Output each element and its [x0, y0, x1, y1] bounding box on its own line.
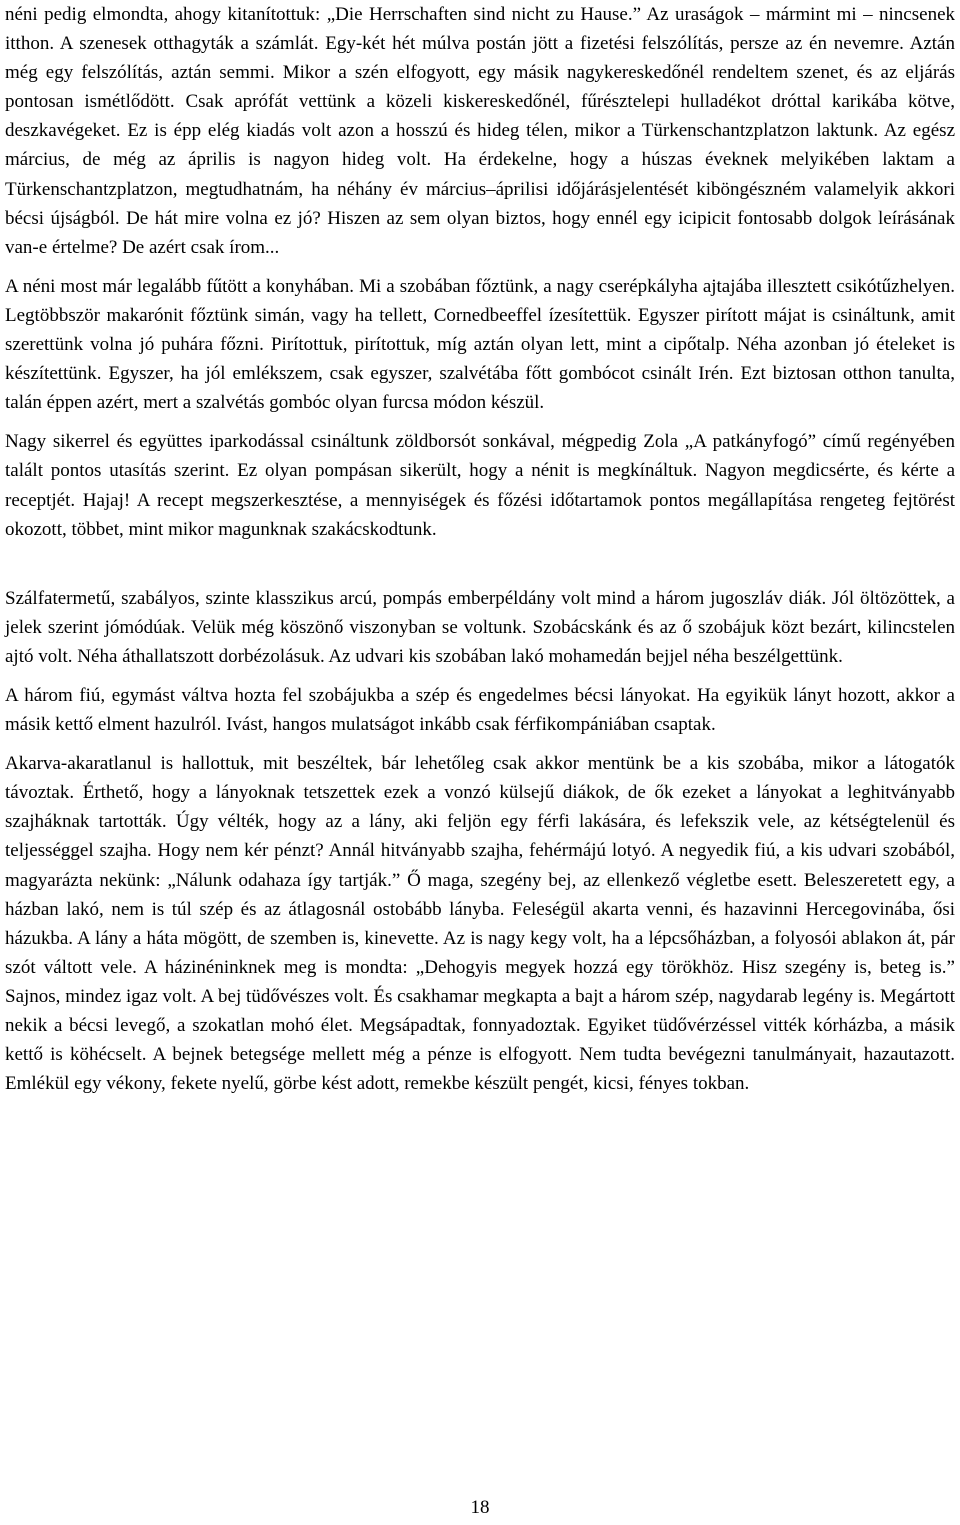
paragraph-2: A néni most már legalább fűtött a konyhában. Mi a szobában főztünk, a nagy cserépkályha ajtajába illesztett csikótűzhelyen. Legtöbbször makarónit főztünk simán, vagy ha tellett, Cornedbeeffel ízesítettük. Egyszer pirított májat is csináltunk, amit szerettünk volna jó puhára főzni. Pirítottuk, pirítottuk, míg aztán olyan lett, mint a cipőtalp. Néha azonban jó ételeket is készítettünk. Egyszer, ha jól emlékszem, csak egyszer, szalvétába főtt gombócot csinált Irén. Ezt biztosan otthon tanulta, talán éppen azért, mert a szalvétás gombóc olyan furcsa módon készül. — [5, 275, 955, 414]
paragraph-5: A három fiú, egymást váltva hozta fel szobájukba a szép és engedelmes bécsi lányokat. Ha egyikük lányt hozott, akkor a másik kettő elment hazulról. Ivást, hangos mulatságot inkább csak férfikompániában csaptak. — [5, 684, 955, 736]
page-number: 18 — [470, 1497, 490, 1518]
paragraph-3: Nagy sikerrel és együttes iparkodással csináltunk zöldborsót sonkával, mégpedig Zola „A patkányfogó” című regényében talált pontos utasítás szerint. Ez olyan pompásan sikerült, hogy a nénit is megkínáltuk. Nagyon megdicsérte, és kérte a receptjét. Hajaj! A recept megszerkesztése, a mennyiségek és főzési időtartamok pontos megállapítása rengeteg fejtörést okozott, többet, mint mikor magunknak szakácskodtunk. — [5, 431, 955, 540]
paragraph-6: Akarva-akaratlanul is hallottuk, mit beszéltek, bár lehetőleg csak akkor mentünk be a kis szobába, mikor a látogatók távoztak. Érthető, hogy a lányoknak tetszettek ezek a vonzó külsejű diákok, de ők ezeket a lányokat a leghitványabb szajháknak tartották. Úgy vélték, hogy az a lány, aki feljön egy férfi lakására, és lefekszik vele, az kétségtelenül és teljességgel szajha. Hogy nem kér pénzt? Annál hitványabb szajha, fehérmájú lotyó. A negyedik fiú, a kis udvari szobából, magyarázta nekünk: „Nálunk odahaza így tartják.” Ő maga, szegény bej, az ellenkező végletbe esett. Beleszeretett egy, a házban lakó, nem is túl szép és az átlagosnál ostobább lányba. Feleségül akarta venni, és hazavinni Hercegovinába, ősi házukba. A lány a háta mögött, de szemben is, kinevette. Az is nagy kegy volt, ha a lépcsőházban, a folyosói ablakon át, pár szót váltott vele. A házinéninknek meg is mondta: „Dehogyis megyek hozzá egy törökhöz. Hisz szegény is, beteg is.” Sajnos, mindez igaz volt. A bej tüdővészes volt. És csakhamar megkapta a bajt a három szép, nagydarab legény is. Megártott nekik a bécsi levegő, a szokatlan mohó élet. Megsápadtak, fonnyadoztak. Egyiket tüdővérzéssel vitték kórházba, a másik kettő is köhécselt. A bejnek betegsége mellett még a pénze is elfogyott. Nem tudta bevégezni tanulmányait, hazautazott. Emlékül egy vékony, fekete nyelű, görbe kést adott, remekbe készült pengét, kicsi, fényes tokban. — [5, 753, 955, 1095]
paragraph-1: néni pedig elmondta, ahogy kitanítottuk: „Die Herrschaften sind nicht zu Hause.” Az uraságok – mármint mi – nincsenek itthon. A szenesek otthagyták a számlát. Egy-két hét múlva postán jött a fizetési felszólítás, persze az én nevemre. Aztán még egy felszólítás, aztán semmi. Mikor a szén elfogyott, egy másik nagykereskedőnél rendeltem szenet, és az eljárás pontosan ismétlődött. Csak aprófát vettünk a közeli kiskereskedőnél, fűrésztelepi hulladékot dróttal karikába kötve, deszkavégeket. Ez is épp elég kiadás volt azon a hosszú és hideg télen, mikor a Türkenschantzplatzon laktunk. Az egész március, de még az április is nagyon hideg volt. Ha érdekelne, hogy a húszas éveknek melyikében laktam a Türkenschantzplatzon, megtudhatnám, ha néhány év március–áprilisi időjárásjelentését kiböngészném valamelyik akkori bécsi újságból. De hát mire volna ez jó? Hiszen az sem olyan biztos, hogy ennél egy icipicit fontosabb dolgok leírásának van-e értelme? De azért csak írom... — [5, 4, 955, 258]
paragraph-4: Szálfatermetű, szabályos, szinte klasszikus arcú, pompás emberpéldány volt mind a három jugoszláv diák. Jól öltözöttek, a jelek szerint jómódúak. Velük még köszönő viszonyban se voltunk. Szobácskánk és az ő szobájuk közt bezárt, kilincstelen ajtó volt. Néha áthallatszott dorbézolásuk. Az udvari kis szobában lakó mohamedán bejjel néha beszélgettünk. — [5, 587, 955, 667]
body-text — [5, 0, 955, 1098]
